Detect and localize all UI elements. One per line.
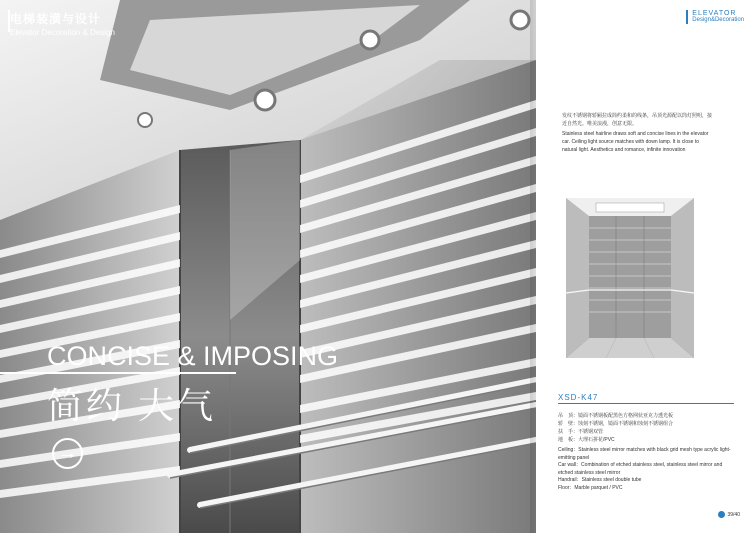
right-page bbox=[536, 0, 750, 533]
model-divider bbox=[558, 403, 734, 404]
right-page-header bbox=[692, 10, 744, 23]
spec-zh-item: 扶 手：不锈钢双管 bbox=[558, 429, 604, 435]
page-number-text: 39/40 bbox=[727, 511, 740, 518]
spec-en-item: Car wall：Combination of etched stainless steel, stainless steel mirror and etched stainless steel mirror bbox=[558, 462, 723, 476]
elevator-cabin-render bbox=[566, 198, 694, 358]
header-line-1: ELEVATOR bbox=[692, 10, 737, 17]
brand-title-zh: 电梯装潢与设计 bbox=[10, 12, 102, 26]
brand-header bbox=[10, 10, 115, 37]
page-dot-icon bbox=[718, 511, 725, 518]
hero-divider bbox=[0, 372, 236, 374]
arrow-right-icon[interactable]: → bbox=[52, 438, 83, 469]
model-number: XSD-K47 bbox=[558, 393, 599, 402]
header-line-2: Design&Decoration bbox=[692, 17, 744, 23]
spec-zh-item: 轿 壁：蚀刻不锈钢，镜面不锈钢和蚀刻不锈钢组合 bbox=[558, 421, 674, 427]
hero-title-zh: 简约 大气 bbox=[47, 385, 217, 426]
hero-title-en: CONCISE & IMPOSING bbox=[47, 341, 339, 371]
header-accent-bar bbox=[686, 10, 688, 24]
spec-zh-item: 地 板：大理石拼花/PVC bbox=[558, 437, 615, 443]
spec-en-item: Handrail：Stainless steel double tube bbox=[558, 477, 642, 483]
spec-zh-item: 吊 顶：镜面不锈钢板配黑色方格网状亚克力透光板 bbox=[558, 413, 674, 419]
description-en: Stainless steel hairline draws soft and concise lines in the elevator car. Ceiling light source matches with down lamp. It is close to natural light. Aesthetics and romance, infinite innovation bbox=[562, 131, 709, 153]
brand-title-en: Elevator Decoration & Design bbox=[10, 28, 115, 37]
spec-en-item: Floor：Marble parquet / PVC bbox=[558, 484, 623, 491]
page-number bbox=[718, 511, 740, 518]
spec-en-item: Ceiling：Stainless steel mirror matches with black grid mesh type acrylic light-emitting panel bbox=[558, 447, 731, 461]
description-zh: 发纹不锈钢将轿厢拉成简约柔和的线条，吊顶光源配以筒灯照明，接近自然光。唯美浪漫，创意无限。 bbox=[562, 113, 713, 127]
specs-en bbox=[558, 447, 738, 492]
specs-zh bbox=[558, 412, 738, 444]
brand-mark bbox=[8, 10, 14, 32]
